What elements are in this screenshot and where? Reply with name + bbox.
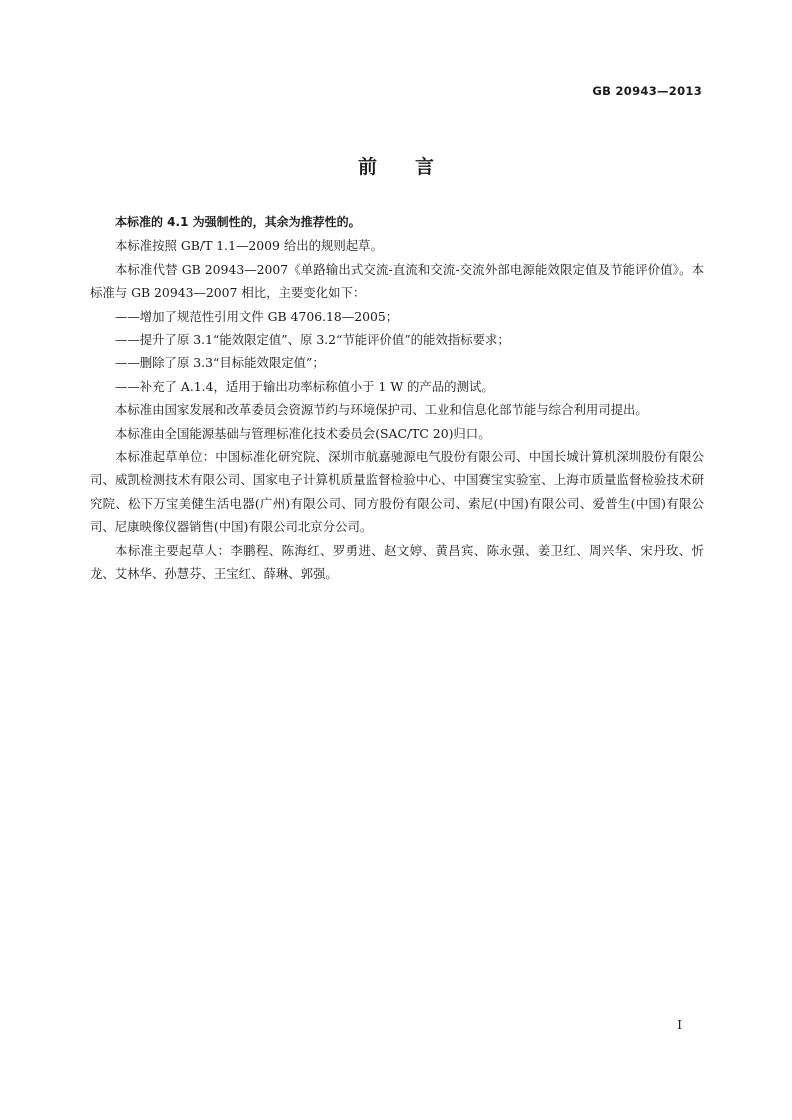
page-title: 前言: [357, 156, 472, 178]
paragraph-mandatory-clause: 本标准的 4.1 为强制性的，其余为推荐性的。: [115, 215, 361, 229]
paragraph-drafting-units: 本标准起草单位：中国标准化研究院、深圳市航嘉驰源电气股份有限公司、中国长城计算机深圳股份有限公司、威凯检测技术有限公司、国家电子计算机质量监督检验中心、中国赛宝实验室、上海市质量监督检验技术研究院、松下万宝美健生活电器(广州)有限公司、同方股份有限公司、索尼(中国)有限公司、爱普生(中国)有限公司、尼康映像仪器销售(中国)有限公司北京分公司。: [90, 449, 704, 535]
paragraph-committee: 本标准由全国能源基础与管理标准化技术委员会(SAC/TC 20)归口。: [115, 425, 491, 441]
page-number: I: [677, 1018, 682, 1032]
paragraph-replacement: 本标准代替 GB 20943—2007《单路输出式交流-直流和交流-交流外部电源能效限定值及节能评价值》。本标准与 GB 20943—2007 相比，主要变化如下：: [90, 261, 704, 301]
change-item: ——提升了原 3.1“能效限定值”、原 3.2“节能评价值”的能效指标要求；: [115, 332, 510, 348]
change-item: ——删除了原 3.3“目标能效限定值”；: [115, 355, 325, 371]
paragraph-drafting-rules: 本标准按照 GB/T 1.1—2009 给出的规则起草。: [115, 238, 383, 254]
document-code: GB 20943—2013: [592, 84, 702, 98]
paragraph-drafters: 本标准主要起草人：李鹏程、陈海红、罗勇进、赵文婷、黄昌宾、陈永强、姜卫红、周兴华、宋丹玫、忻龙、艾林华、孙慧芬、王宝红、薛琳、郭强。: [90, 542, 704, 582]
change-item: ——补充了 A.1.4，适用于输出功率标称值小于 1 W 的产品的测试。: [115, 378, 494, 394]
body-text: [90, 211, 704, 586]
paragraph-proposer: 本标准由国家发展和改革委员会资源节约与环境保护司、工业和信息化部节能与综合利用司提出。: [115, 402, 648, 418]
change-item: ——增加了规范性引用文件 GB 4706.18—2005；: [115, 308, 399, 324]
